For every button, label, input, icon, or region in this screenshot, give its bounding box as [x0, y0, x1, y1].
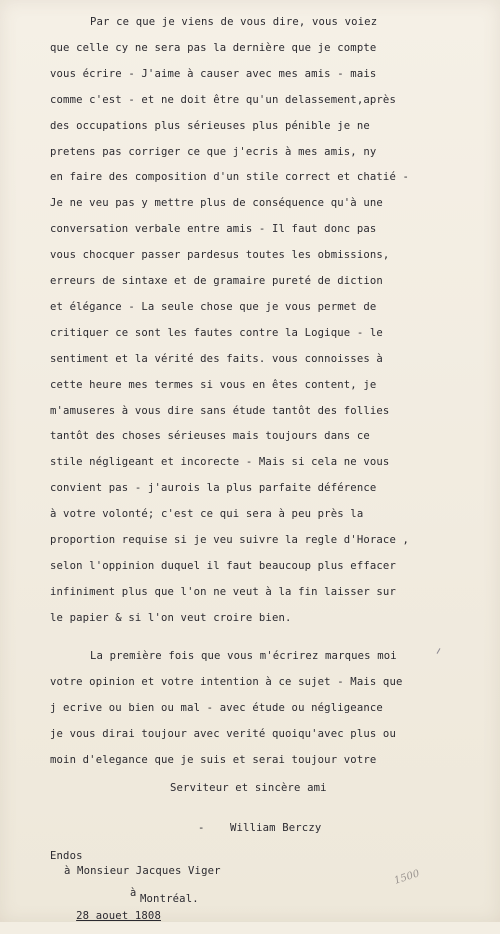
text-line: Par ce que je viens de vous dire, vous voiez [90, 16, 378, 28]
text-line: votre opinion et votre intention à ce sujet - Mais que [50, 676, 403, 688]
text-line: m'amuseres à vous dire sans étude tantôt des follies [50, 404, 390, 417]
text-line: critiquer ce sont les fautes contre la Logique - le [50, 326, 383, 339]
signature: William Berczy [230, 822, 322, 834]
text-line: j ecrive ou bien ou mal - avec étude ou négligeance [50, 702, 383, 714]
ink-mark [437, 648, 441, 654]
endorsement-label: Endos [50, 850, 83, 862]
text-line: vous chocquer passer pardesus toutes les obmissions, [50, 249, 390, 262]
text-line: tantôt des choses sérieuses mais toujours dans ce [50, 430, 370, 443]
text-line: vous écrire - J'aime à causer avec mes amis - mais [50, 67, 377, 80]
place-text: Montréal. [140, 893, 199, 905]
text-line: selon l'oppinion duquel il faut beaucoup plus effacer [50, 559, 396, 572]
text-line: sentiment et la vérité des faits. vous connoisses à [50, 352, 383, 365]
text-line: en faire des composition d'un stile correct et chatié - [50, 171, 410, 184]
text-line: des occupations plus sérieuses plus pénible je ne [50, 119, 370, 132]
text-line: pretens pas corriger ce que j'ecris à mes amis, ny [50, 145, 377, 158]
text-line: conversation verbale entre amis - Il faut donc pas [50, 223, 377, 236]
addressee-line: à Monsieur Jacques Viger [64, 865, 221, 877]
text-line: La première fois que vous m'écrirez marques moi [90, 650, 397, 662]
text-line: infiniment plus que l'on ne veut à la fin laisser sur [50, 585, 396, 598]
text-line: et élégance - La seule chose que je vous permet de [50, 300, 377, 313]
text-line: proportion requise si je veu suivre la regle d'Horace , [50, 534, 410, 546]
text-line: stile négligeant et incorecte - Mais si cela ne vous [50, 456, 390, 469]
text-line: erreurs de sintaxe et de gramaire pureté de diction [50, 275, 383, 287]
closing-line: Serviteur et sincère ami [170, 782, 327, 794]
text-line: moin d'elegance que je suis et serai toujour votre [50, 754, 377, 766]
date-text: 28 aouet 1808 [76, 910, 161, 922]
text-line: le papier & si l'on veut croire bien. [50, 611, 292, 624]
text-line: que celle cy ne sera pas la dernière que je compte [50, 41, 377, 54]
margin-note: 1500 [392, 868, 422, 887]
text-line: à votre volonté; c'est ce qui sera à peu près la [50, 508, 364, 521]
text-line: comme c'est - et ne doit être qu'un delassement,après [50, 93, 396, 106]
text-line: convient pas - j'aurois la plus parfaite déférence [50, 482, 377, 495]
dash-mark: - [198, 822, 205, 834]
text-line: je vous dirai toujour avec verité quoiqu'avec plus ou [50, 728, 396, 740]
text-line: Je ne veu pas y mettre plus de conséquence qu'à une [50, 197, 383, 210]
text-line: cette heure mes termes si vous en êtes content, je [50, 378, 377, 391]
place-superscript: à [130, 887, 137, 899]
